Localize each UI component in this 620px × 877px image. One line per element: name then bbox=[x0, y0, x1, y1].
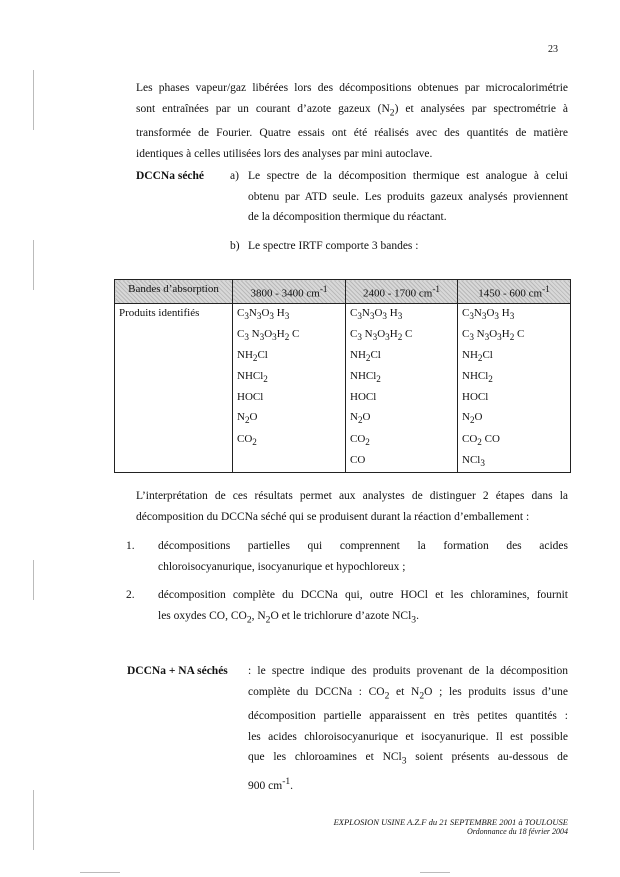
intro-paragraph bbox=[136, 78, 568, 164]
product-cell: HOCl bbox=[346, 388, 458, 408]
intro-line: Les phases vapeur/gaz libérées lors des décompositions obtenues par microcalorimétrie bbox=[136, 82, 568, 94]
item-marker-b: b) bbox=[230, 240, 240, 252]
step-marker-2: 2. bbox=[126, 589, 135, 601]
table-header-cell: 1450 - 600 $cm^{-1}$ bbox=[458, 280, 571, 304]
product-cell: $NH_2Cl$ bbox=[458, 346, 571, 367]
product-cell: NHCl$_2$ bbox=[458, 367, 571, 388]
interpretation-line: décomposition du DCCNa séché qui se produisent durant la réaction d’emballement : bbox=[136, 510, 530, 523]
section-label-dccna-seche: DCCNa séché bbox=[136, 170, 205, 182]
item-a-text bbox=[248, 166, 568, 228]
product-cell: $C_3N_3O_3$ $H_3$ bbox=[233, 303, 346, 325]
step-line: les oxydes CO, $CO_2$, $N_2O$ et le trichlorure d’azote NCl$_3$. bbox=[158, 609, 419, 625]
interpretation-paragraph bbox=[136, 486, 568, 527]
table-row bbox=[115, 303, 571, 325]
row-label-cell: Produits identifiés bbox=[115, 303, 233, 472]
item-a-line: Le spectre de la décomposition thermique est analogue à celui bbox=[248, 170, 568, 182]
product-cell: $C_3$ $N_3O_3H_2$ C bbox=[458, 325, 571, 346]
step-2-text bbox=[158, 585, 568, 630]
product-cell: NHCl$_2$ bbox=[233, 367, 346, 388]
footer-ordonnance: Ordonnance du 18 février 2004 bbox=[466, 827, 568, 836]
absorption-bands-table bbox=[114, 279, 571, 473]
product-cell: $N_2O$ bbox=[458, 408, 571, 429]
product-cell: $CO_2$ bbox=[233, 430, 346, 451]
section2-line: que les chloroamines et NCl$_3$ soient présents au-dessous de bbox=[248, 751, 568, 767]
interpretation-line: L’interprétation de ces résultats permet aux analystes de distinguer 2 étapes dans la bbox=[136, 490, 568, 502]
intro-line: identiques à celles utilisées lors des analyses par mini autoclave. bbox=[136, 147, 433, 160]
section2-line: décomposition partielle apparaissent en très petites quantités : bbox=[248, 710, 568, 723]
intro-line: transformée de Fourier. Quatre essais ont été réalisés avec des quantités de matière bbox=[136, 127, 568, 140]
product-cell: $N_2O$ bbox=[346, 408, 458, 429]
item-marker-a: a) bbox=[230, 170, 239, 182]
scan-margin-mark bbox=[33, 790, 34, 850]
step-line: décomposition complète du DCCNa qui, outre HOCl et les chloramines, fournit bbox=[158, 589, 568, 601]
item-a-line: obtenu par ATD seule. Les produits gazeux analysés proviennent bbox=[248, 190, 568, 203]
product-cell: $CO_2$ bbox=[346, 430, 458, 451]
item-a-line: de la décomposition thermique du réactant. bbox=[248, 211, 447, 223]
scan-margin-mark bbox=[33, 240, 34, 290]
table-body bbox=[115, 303, 571, 472]
page-number: 23 bbox=[548, 44, 558, 55]
section2-line: complète du DCCNa : $CO_2$ et $N_2O$ ; les produits issus d’une bbox=[248, 685, 568, 701]
table-header-row bbox=[115, 280, 571, 304]
section2-text bbox=[248, 661, 568, 796]
product-cell: $NH_2Cl$ bbox=[346, 346, 458, 367]
scan-margin-mark bbox=[33, 70, 34, 130]
product-cell: $C_3N_3O_3$ $H_3$ bbox=[346, 303, 458, 325]
page-footer bbox=[270, 817, 568, 837]
section-label-dccna-na-seches: DCCNa + NA séchés bbox=[127, 665, 228, 677]
scan-bottom-mark bbox=[420, 872, 450, 873]
table-header-cell: 2400 - 1700 $cm^{-1}$ bbox=[346, 280, 458, 304]
product-cell: HOCl bbox=[233, 388, 346, 408]
step-line: décompositions partielles qui comprennent la formation des acides bbox=[158, 540, 568, 552]
section2-line: : le spectre indique des produits provenant de la décomposition bbox=[248, 665, 568, 677]
product-cell bbox=[233, 451, 346, 473]
product-cell: $N_2O$ bbox=[233, 408, 346, 429]
scan-margin-mark bbox=[33, 560, 34, 600]
item-b-line: Le spectre IRTF comporte 3 bandes : bbox=[248, 240, 419, 252]
product-cell: $C_3$ $N_3O_3H_2$ C bbox=[233, 325, 346, 346]
product-cell: HOCl bbox=[458, 388, 571, 408]
product-cell: $NH_2Cl$ bbox=[233, 346, 346, 367]
footer-title: EXPLOSION USINE A.Z.F du 21 SEPTEMBRE 2001 à TOULOUSE bbox=[333, 817, 568, 827]
product-cell: NCl$_3$ bbox=[458, 451, 571, 473]
table-header-cell: Bandes d’absorption bbox=[115, 280, 233, 304]
step-1-text bbox=[158, 536, 568, 577]
product-cell: CO bbox=[346, 451, 458, 473]
product-cell: $CO_2$ CO bbox=[458, 430, 571, 451]
product-cell: $C_3$ $N_3O_3H_2$ C bbox=[346, 325, 458, 346]
product-cell: $C_3N_3O_3$ $H_3$ bbox=[458, 303, 571, 325]
section2-line: 900 $cm^{-1}$. bbox=[248, 776, 294, 792]
step-line: chloroisocyanurique, isocyanurique et hypochloreux ; bbox=[158, 560, 406, 573]
scan-bottom-mark bbox=[80, 872, 120, 873]
product-cell: NHCl$_2$ bbox=[346, 367, 458, 388]
step-marker-1: 1. bbox=[126, 540, 135, 552]
intro-line: sont entraînées par un courant d’azote gazeux $(N_2)$ et analysées par spectrométrie à bbox=[136, 102, 569, 118]
table-header-cell: 3800 - 3400 $cm^{-1}$ bbox=[233, 280, 346, 304]
section2-line: les acides chloroisocyanurique et isocyanurique. Il est possible bbox=[248, 730, 568, 743]
item-b-text bbox=[248, 236, 568, 257]
